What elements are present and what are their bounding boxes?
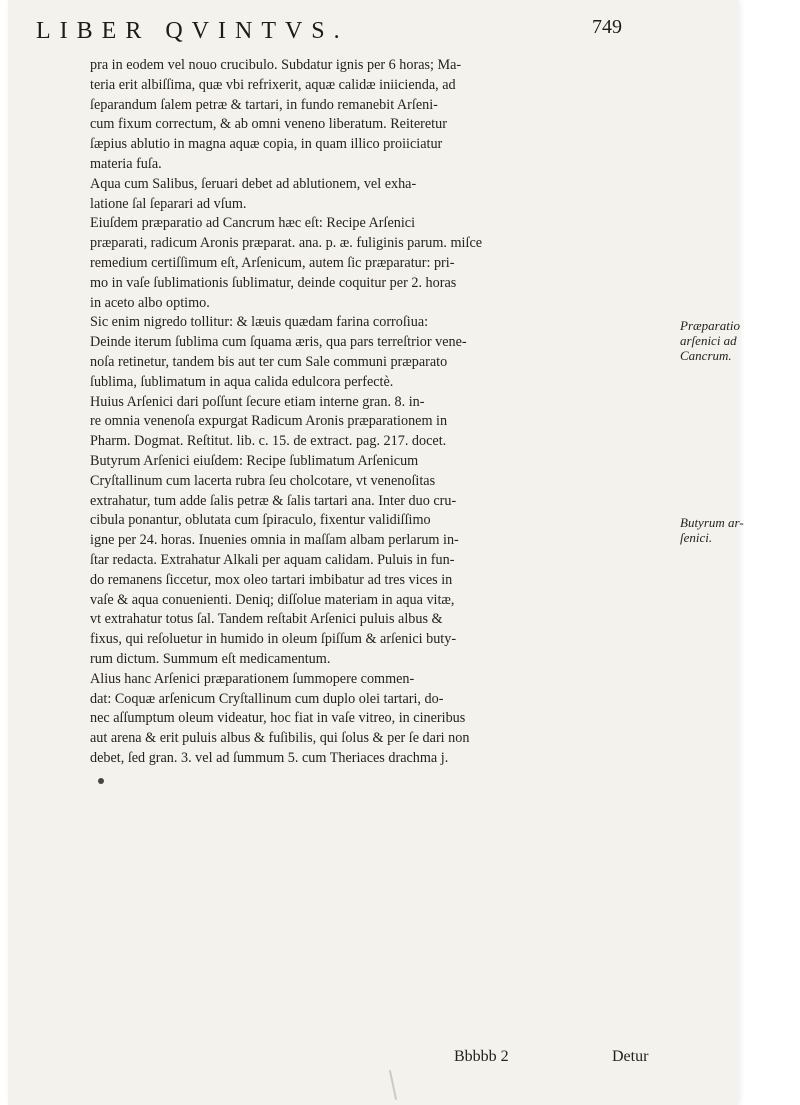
- text-line: vt extrahatur totus ſal. Tandem reſtabit Arſenici puluis albus &: [90, 611, 443, 628]
- text-line: ſæpius ablutio in magna aquæ copia, in quam illico proiiciatur: [90, 136, 443, 153]
- text-line: cum fixum correctum, & ab omni veneno liberatum. Reiteretur: [90, 116, 447, 133]
- text-line: Cryſtallinum cum lacerta rubra ſeu cholcotare, vt venenoſitas: [90, 472, 436, 489]
- text-line: materia fuſa.: [90, 155, 162, 172]
- text-line: rum dictum. Summum eſt medicamentum.: [90, 650, 331, 667]
- body-text: [90, 56, 668, 769]
- margin-note-preparatio: [680, 318, 746, 363]
- text-line: cibula ponantur, oblutata cum ſpiraculo, fixentur validiſſimo: [90, 512, 431, 529]
- text-line: ſeparandum ſalem petræ & tartari, in fundo remanebit Arſeni-: [90, 96, 438, 113]
- text-line: fixus, qui reſoluetur in humido in oleum ſpiſſum & arſenici buty-: [90, 631, 457, 648]
- text-line: remedium certiſſimum eſt, Arſenicum, autem ſic præparatur: pri-: [90, 254, 455, 271]
- running-head: LIBER QVINTVS.: [36, 18, 349, 44]
- page-number: 749: [592, 16, 622, 38]
- text-line: vaſe & aqua conuenienti. Deniq; diſſolue materiam in aqua vitæ,: [90, 591, 455, 608]
- text-line: teria erit albiſſima, quæ vbi refrixerit, aquæ calidæ iniicienda, ad: [90, 76, 456, 93]
- margin-note-line: arſenici ad: [680, 333, 737, 348]
- text-line: igne per 24. horas. Inuenies omnia in maſſam albam perlarum in-: [90, 532, 459, 549]
- text-line: ſublima, ſublimatum in aqua calida edulcora perfectè.: [90, 373, 394, 390]
- signature-mark: Bbbbb 2: [454, 1048, 509, 1065]
- catchword: Detur: [612, 1048, 649, 1065]
- text-line: noſa retinetur, tandem bis aut ter cum Sale communi præparato: [90, 353, 448, 370]
- text-line: aut arena & erit puluis albus & fuſibilis, qui ſolus & per ſe dari non: [90, 730, 470, 747]
- text-line: Huius Arſenici dari poſſunt ſecure etiam interne gran. 8. in-: [90, 393, 425, 410]
- margin-notes: [680, 0, 746, 1105]
- text-line: dat: Coquæ arſenicum Cryſtallinum cum duplo olei tartari, do-: [90, 690, 444, 707]
- margin-note-line: Cancrum.: [680, 348, 732, 363]
- text-line: latione ſal ſeparari ad vſum.: [90, 195, 247, 212]
- margin-note-line: Præparatio: [680, 318, 740, 333]
- ink-spot: [98, 778, 104, 784]
- text-line: Alius hanc Arſenici præparationem ſummopere commen-: [90, 670, 415, 687]
- text-line: præparati, radicum Aronis præparat. ana. p. æ. fuliginis parum. miſce: [90, 235, 483, 252]
- text-line: pra in eodem vel nouo crucibulo. Subdatur ignis per 6 horas; Ma-: [90, 57, 462, 73]
- text-line: Aqua cum Salibus, ſeruari debet ad ablutionem, vel exha-: [90, 175, 417, 192]
- text-line: extrahatur, tum adde ſalis petræ & ſalis tartari ana. Inter duo cru-: [90, 492, 457, 509]
- text-line: ſtar redacta. Extrahatur Alkali per aquam calidam. Puluis in fun-: [90, 551, 455, 568]
- text-line: debet, ſed gran. 3. vel ad ſummum 5. cum Theriaces drachma j.: [90, 749, 449, 766]
- text-line: Sic enim nigredo tollitur: & læuis quædam farina corroſiua:: [90, 314, 429, 331]
- margin-note-butyrum: [680, 515, 746, 545]
- text-line: re omnia venenoſa expurgat Radicum Aronis præparationem in: [90, 413, 448, 430]
- text-line: Eiuſdem præparatio ad Cancrum hæc eſt: Recipe Arſenici: [90, 215, 416, 232]
- text-line: in aceto albo optimo.: [90, 294, 210, 311]
- text-line: mo in vaſe ſublimationis ſublimatur, deinde coquitur per 2. horas: [90, 274, 457, 291]
- text-line: Pharm. Dogmat. Reſtitut. lib. c. 15. de extract. pag. 217. docet.: [90, 433, 447, 450]
- text-line: Deinde iterum ſublima cum ſquama æris, qua pars terreſtrior vene-: [90, 334, 467, 351]
- text-line: do remanens ſiccetur, mox oleo tartari imbibatur ad tres vices in: [90, 571, 453, 588]
- text-line: nec aſſumptum oleum videatur, hoc fiat in vaſe vitreo, in cineribus: [90, 710, 466, 727]
- text-line: Butyrum Arſenici eiuſdem: Recipe ſublimatum Arſenicum: [90, 452, 419, 469]
- margin-note-line: ſenici.: [680, 530, 713, 545]
- margin-note-line: Butyrum ar-: [680, 515, 744, 530]
